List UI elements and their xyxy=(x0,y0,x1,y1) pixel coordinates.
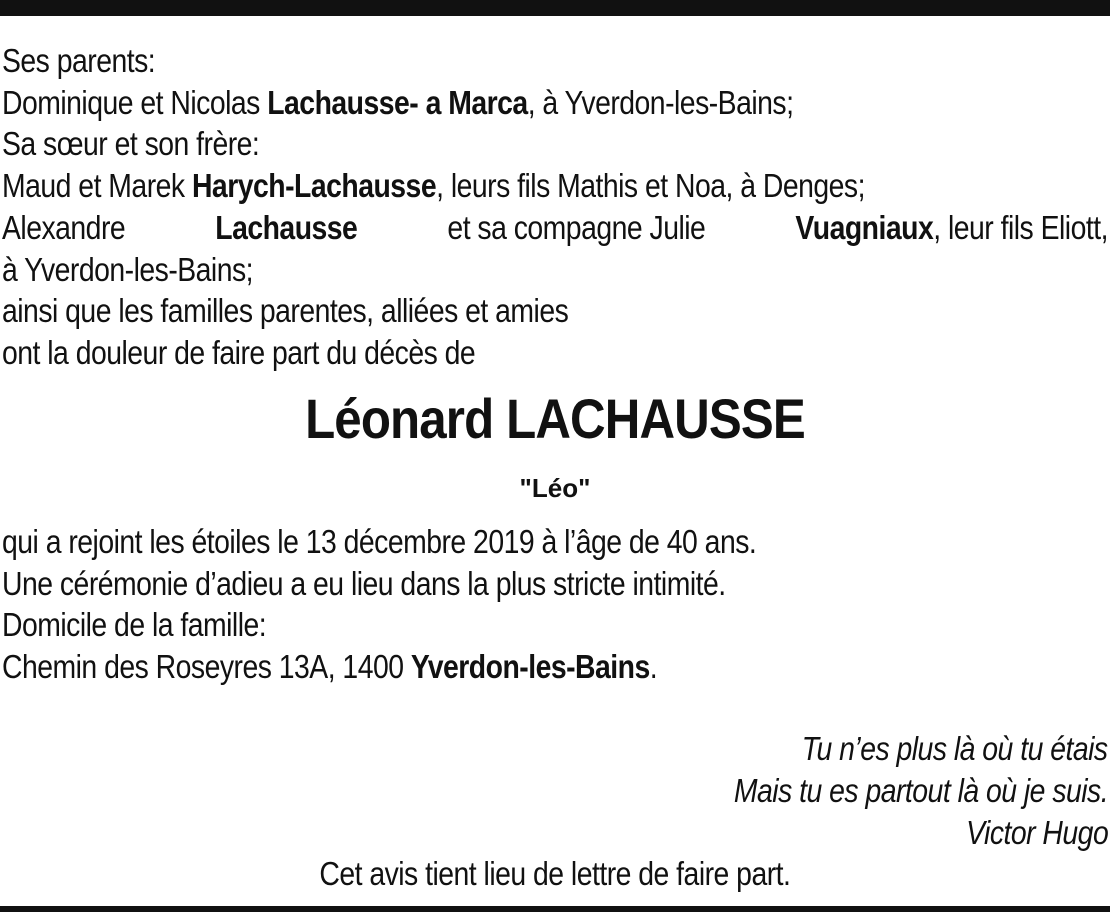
deceased-nickname: "Léo" xyxy=(519,473,591,503)
parents-surname: Lachausse- a Marca xyxy=(267,83,528,121)
address-city: Yverdon-les-Bains xyxy=(410,648,650,686)
sister-rest: , leurs fils Mathis et Noa, à Denges; xyxy=(436,167,865,205)
address-line xyxy=(2,646,953,688)
quote-line-1 xyxy=(408,728,1108,770)
siblings-heading: Sa sœur et son frère: xyxy=(2,125,260,163)
brother-surname: Lachausse xyxy=(215,208,358,246)
bottom-rule xyxy=(0,906,1110,912)
domicile-heading: Domicile de la famille: xyxy=(2,606,267,644)
deceased-name xyxy=(0,384,1110,454)
announcement-line: ont la douleur de faire part du décès de xyxy=(2,333,476,371)
partner-surname: Vuagniaux xyxy=(795,208,934,246)
deceased-name-text: Léonard LACHAUSSE xyxy=(305,387,805,450)
footer-text: Cet avis tient lieu de lettre de faire part. xyxy=(319,855,791,892)
address-prefix: Chemin des Roseyres 13A, 1400 xyxy=(2,648,404,686)
parents-line xyxy=(2,82,1108,124)
quote-author-text: Victor Hugo xyxy=(965,814,1108,851)
sister-names: Maud et Marek xyxy=(2,167,185,205)
family-list xyxy=(2,40,1108,374)
brother-partner xyxy=(795,207,1108,249)
brother-line xyxy=(2,207,1108,249)
quote-author xyxy=(408,812,1108,854)
details-block xyxy=(2,521,953,688)
brother-place: à Yverdon-les-Bains; xyxy=(2,250,254,288)
quote-line-2 xyxy=(408,770,1108,812)
quote-line-1-text: Tu n’es plus là où tu étais xyxy=(802,730,1108,767)
footer-note xyxy=(0,853,1110,895)
top-rule xyxy=(0,0,1110,16)
death-line: qui a rejoint les étoiles le 13 décembre 2019 à l’âge de 40 ans. xyxy=(2,523,757,560)
quote-line-2-text: Mais tu es partout là où je suis. xyxy=(733,772,1108,809)
parents-names: Dominique et Nicolas xyxy=(2,83,260,121)
brother-middle: et sa compagne Julie xyxy=(447,208,706,246)
brother-rest: , leur fils Eliott, xyxy=(933,208,1108,246)
sister-line xyxy=(2,165,1108,207)
families-line: ainsi que les familles parentes, alliées et amies xyxy=(2,292,569,330)
quote-block xyxy=(408,728,1108,854)
sister-surname: Harych-Lachausse xyxy=(191,167,437,205)
parents-heading: Ses parents: xyxy=(2,42,156,79)
ceremony-line: Une cérémonie d’adieu a eu lieu dans la plus stricte intimité. xyxy=(2,564,726,602)
address-suffix: . xyxy=(649,648,658,686)
brother-first: Alexandre xyxy=(2,208,126,246)
parents-place: , à Yverdon-les-Bains; xyxy=(527,83,794,121)
